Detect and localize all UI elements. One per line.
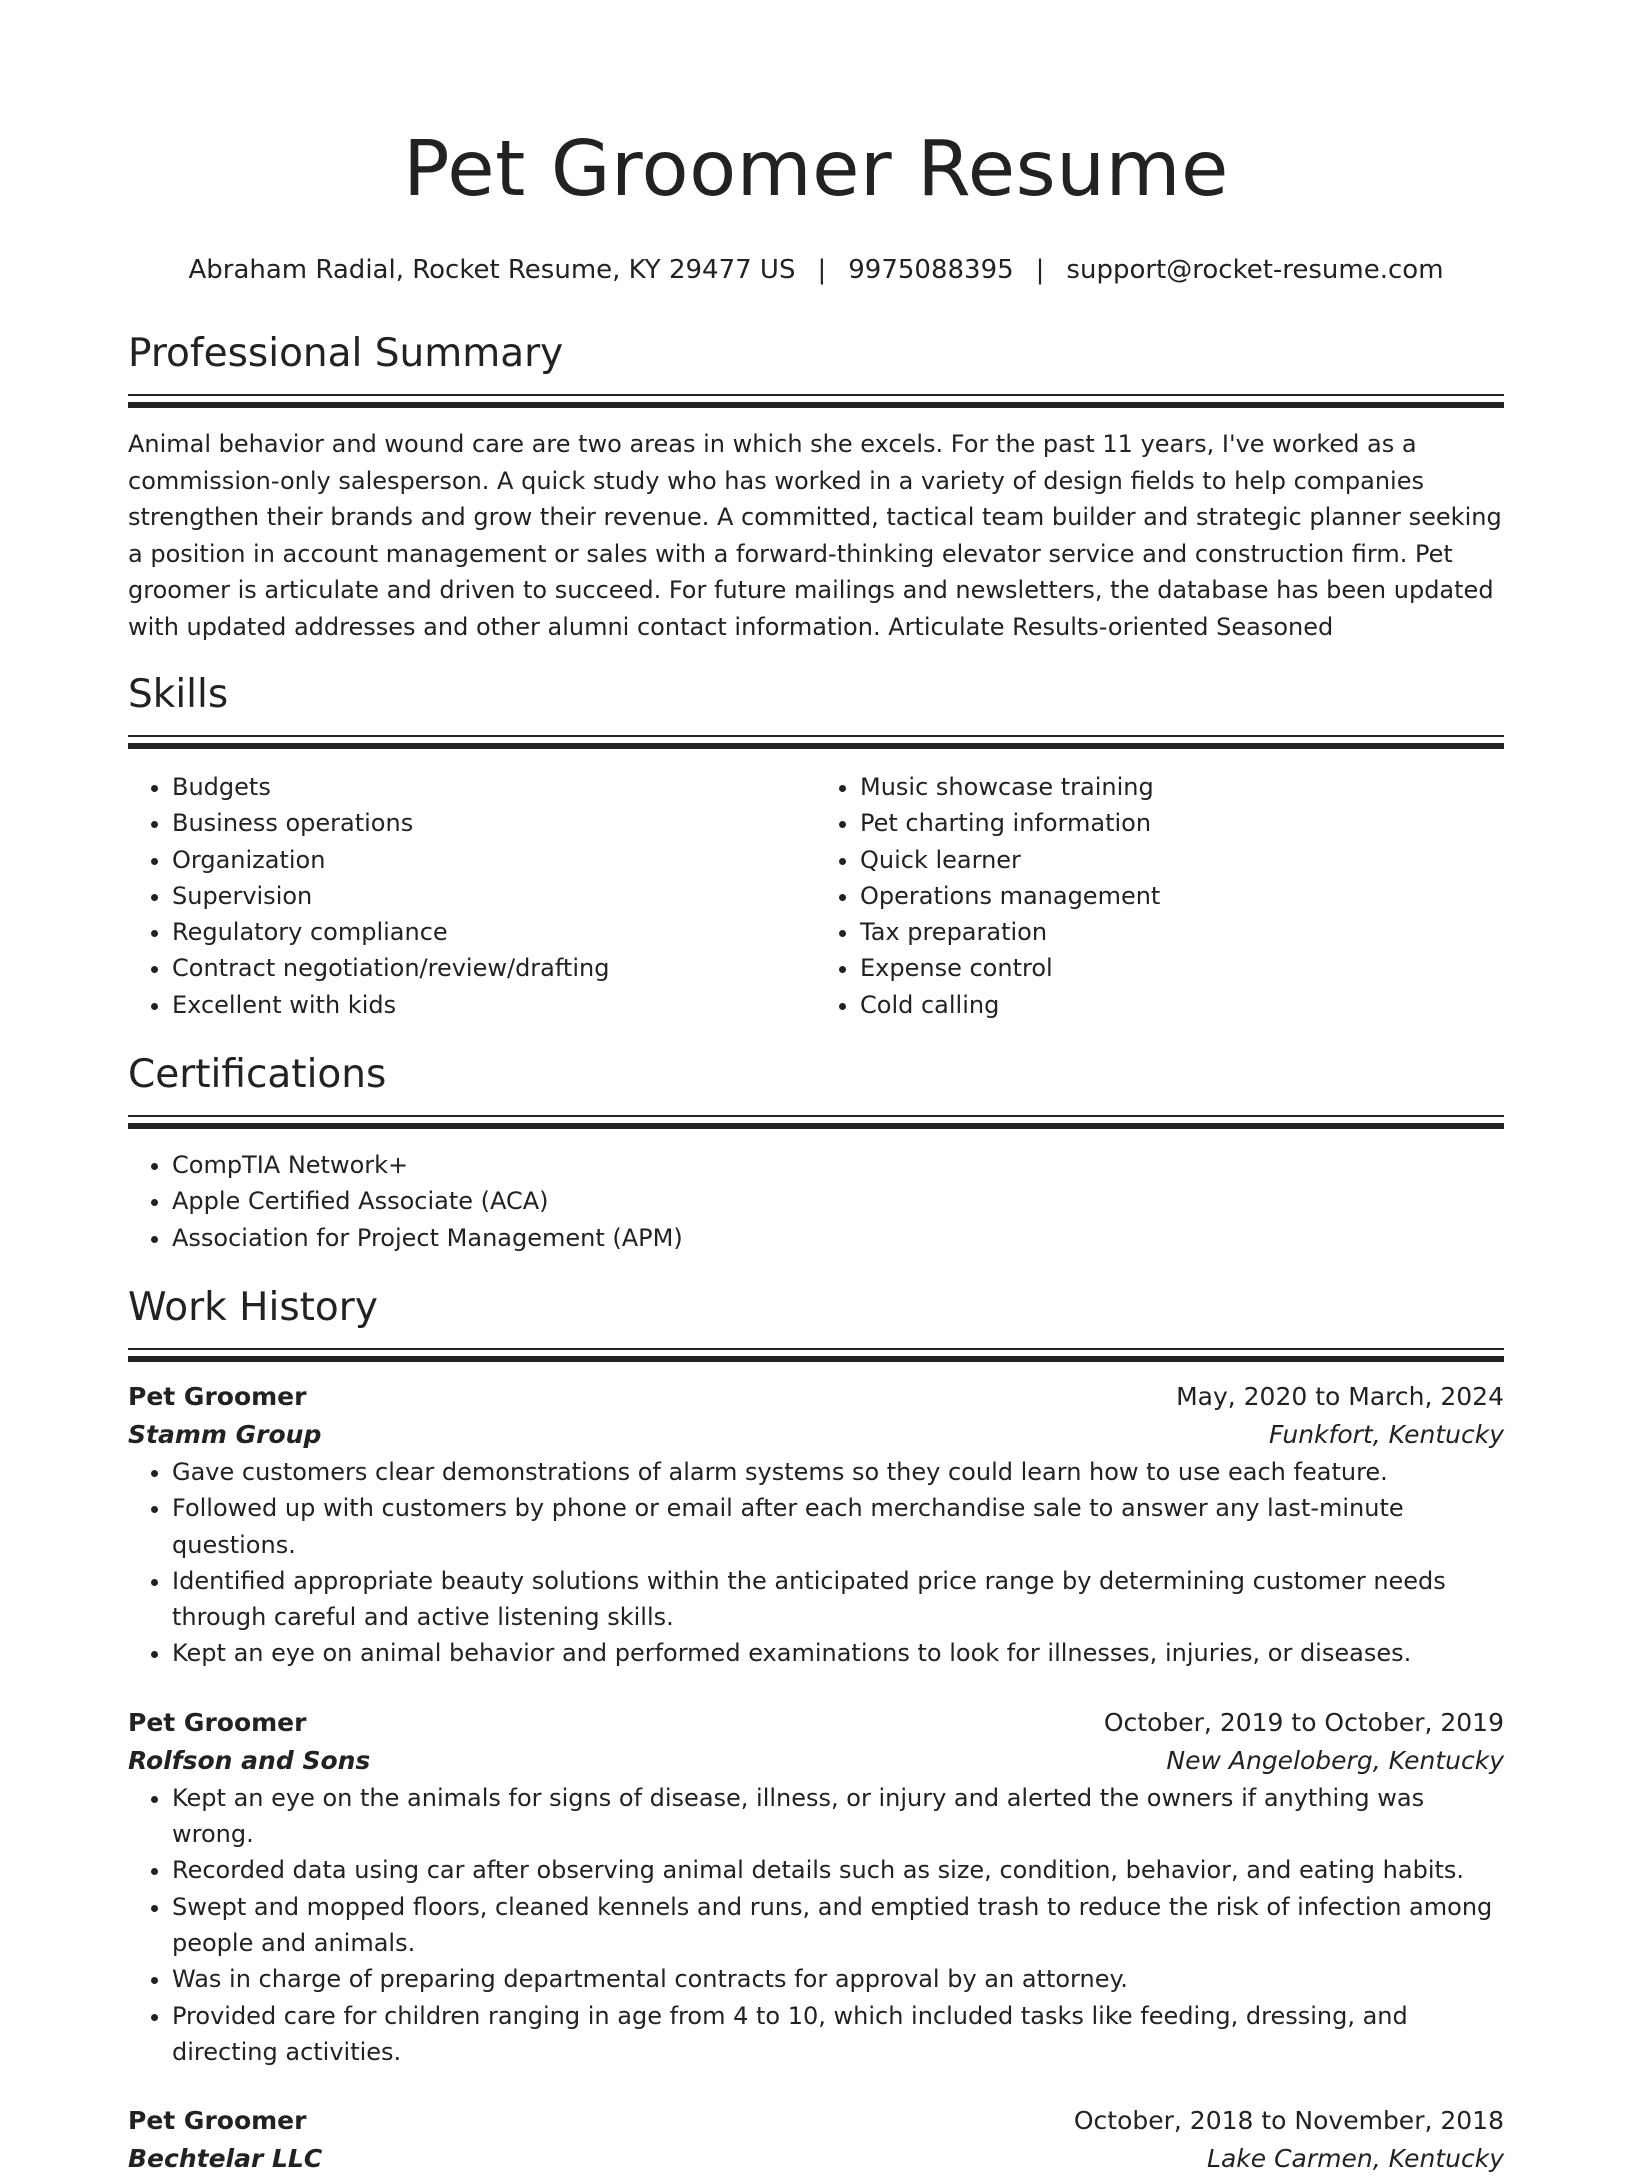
- job-duty: • Identified appropriate beauty solutions within the anticipated price range by determining customer needs through careful and active listening skills.: [172, 1563, 1504, 1636]
- contact-email: support@rocket-resume.com: [1066, 255, 1444, 285]
- summary-text: Animal behavior and wound care are two areas in which she excels. For the past 11 years, I've worked as a commission-only salesperson. A quick study who has worked in a variety of design fields to help companies strengthen their brands and grow their revenue. A committed, tactical team builder and strategic planner seeking a position in account management or sales with a forward-thinking elevator service and construction firm. Pet groomer is articulate and driven to succeed. For future mailings and newsletters, the database has been updated with updated addresses and other alumni contact information. Articulate Results-oriented Seasoned: [128, 430, 1502, 641]
- section-heading: Professional Summary: [128, 331, 564, 376]
- job-location: Lake Carmen, Kentucky: [1207, 2144, 1504, 2174]
- job-dates: May, 2020 to March, 2024: [1176, 1381, 1504, 1411]
- resume-title: Pet Groomer Resume: [403, 125, 1229, 214]
- summary-section: [128, 330, 1504, 645]
- certifications-section: [128, 1051, 1504, 1256]
- skill-item: • Pet charting information: [860, 805, 1504, 841]
- section-divider: [128, 1115, 1504, 1129]
- job-duty: • Gave customers clear demonstrations of alarm systems so they could learn how to use each feature.: [172, 1454, 1504, 1490]
- job-location: Funkfort, Kentucky: [1269, 1419, 1504, 1449]
- job-entry: [128, 1378, 1504, 1672]
- certification-item: • CompTIA Network+: [172, 1147, 1504, 1183]
- job-title: Pet Groomer: [128, 1381, 307, 1411]
- work-history-section: [128, 1284, 1504, 2178]
- skill-item: • Organization: [172, 842, 816, 878]
- job-duty: • Swept and mopped floors, cleaned kennels and runs, and emptied trash to reduce the risk of infection among people and animals.: [172, 1889, 1504, 1962]
- job-duty: • Followed up with customers by phone or email after each merchandise sale to answer any last-minute questions.: [172, 1490, 1504, 1563]
- job-subheader-row: [128, 1416, 1504, 1454]
- section-divider: [128, 735, 1504, 749]
- skill-item: • Expense control: [860, 950, 1504, 986]
- skill-item: • Music showcase training: [860, 769, 1504, 805]
- skill-item: • Operations management: [860, 878, 1504, 914]
- section-heading: Certifications: [128, 1052, 387, 1098]
- certification-item: • Association for Project Management (APM): [172, 1220, 1504, 1256]
- section-heading: Skills: [128, 672, 229, 717]
- contact-separator: |: [1035, 255, 1045, 285]
- job-title: Pet Groomer: [128, 1707, 307, 1737]
- skills-grid: [128, 769, 1504, 1023]
- contact-line: [128, 252, 1504, 288]
- job-title: Pet Groomer: [128, 2106, 307, 2136]
- certification-item: • Apple Certified Associate (ACA): [172, 1183, 1504, 1219]
- skill-item: • Budgets: [172, 769, 816, 805]
- skills-list-left: [128, 769, 816, 1023]
- contact-address: Abraham Radial, Rocket Resume, KY 29477 US: [188, 255, 796, 285]
- job-header-row: [128, 1378, 1504, 1416]
- section-heading: Work History: [128, 1284, 378, 1330]
- skills-column-left: [128, 769, 816, 1023]
- job-duty: • Provided care for children ranging in age from 4 to 10, which included tasks like feeding, dressing, and directing activities.: [172, 1998, 1504, 2071]
- skill-item: • Supervision: [172, 878, 816, 914]
- section-divider: [128, 394, 1504, 408]
- skills-column-right: [816, 769, 1504, 1023]
- job-entry: [128, 2102, 1504, 2178]
- job-duty: • Was in charge of preparing departmental contracts for approval by an attorney.: [172, 1961, 1504, 1997]
- job-location: New Angeloberg, Kentucky: [1166, 1745, 1504, 1775]
- skill-item: • Regulatory compliance: [172, 914, 816, 950]
- skill-item: • Quick learner: [860, 842, 1504, 878]
- job-dates: October, 2019 to October, 2019: [1103, 1707, 1504, 1737]
- job-header-row: [128, 1704, 1504, 1742]
- job-duties-list: [128, 1780, 1504, 2070]
- job-duty: • Kept an eye on animal behavior and performed examinations to look for illnesses, injuries, or diseases.: [172, 1635, 1504, 1671]
- job-company: Stamm Group: [128, 1419, 322, 1449]
- skills-section: [128, 671, 1504, 1023]
- job-company: Bechtelar LLC: [128, 2144, 323, 2174]
- job-duty: • Recorded data using car after observing animal details such as size, condition, behavior, and eating habits.: [172, 1852, 1504, 1888]
- job-duty: • Kept an eye on the animals for signs of disease, illness, or injury and alerted the owners if anything was wrong.: [172, 1780, 1504, 1853]
- skill-item: • Tax preparation: [860, 914, 1504, 950]
- job-dates: October, 2018 to November, 2018: [1073, 2106, 1504, 2136]
- job-header-row: [128, 2102, 1504, 2140]
- job-company: Rolfson and Sons: [128, 1745, 371, 1775]
- certifications-list: [128, 1147, 1504, 1256]
- skill-item: • Business operations: [172, 805, 816, 841]
- section-divider: [128, 1348, 1504, 1362]
- skill-item: • Cold calling: [860, 987, 1504, 1023]
- contact-separator: |: [817, 255, 827, 285]
- job-duties-list: [128, 1454, 1504, 1672]
- job-subheader-row: [128, 2140, 1504, 2178]
- job-entry: [128, 1704, 1504, 2070]
- skill-item: • Contract negotiation/review/drafting: [172, 950, 816, 986]
- skill-item: • Excellent with kids: [172, 987, 816, 1023]
- skills-list-right: [816, 769, 1504, 1023]
- job-subheader-row: [128, 1742, 1504, 1780]
- contact-phone: 9975088395: [848, 255, 1014, 285]
